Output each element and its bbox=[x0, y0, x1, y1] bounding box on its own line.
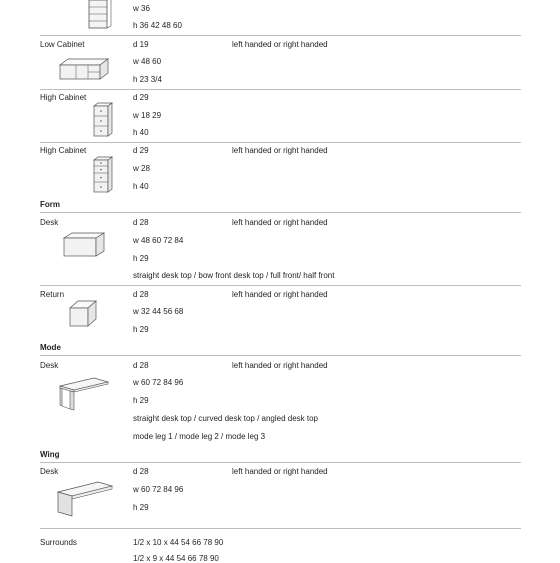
wing-desk-depth: d 28 bbox=[133, 467, 149, 476]
low-cabinet-depth: d 19 bbox=[133, 40, 149, 49]
form-return-handed: left handed or right handed bbox=[232, 290, 328, 299]
high-cabinet-2-label: High Cabinet bbox=[40, 146, 87, 155]
form-return-thumbnail bbox=[68, 298, 100, 330]
form-return-depth: d 28 bbox=[133, 290, 149, 299]
form-desk-depth: d 28 bbox=[133, 218, 149, 227]
divider bbox=[40, 355, 521, 356]
top-width: w 36 bbox=[133, 4, 150, 13]
high-cabinet-thumbnail bbox=[90, 102, 114, 138]
divider bbox=[40, 462, 521, 463]
mode-desk-height: h 29 bbox=[133, 396, 149, 405]
divider bbox=[40, 285, 521, 286]
low-cabinet-height: h 23 3/4 bbox=[133, 75, 162, 84]
divider bbox=[40, 35, 521, 36]
low-cabinet-thumbnail bbox=[58, 55, 110, 83]
form-return-label: Return bbox=[40, 290, 65, 299]
wing-section-title: Wing bbox=[40, 450, 60, 459]
mode-desk-legs: mode leg 1 / mode leg 2 / mode leg 3 bbox=[133, 432, 266, 441]
wing-desk-width: w 60 72 84 96 bbox=[133, 485, 184, 494]
wing-desk-handed: left handed or right handed bbox=[232, 467, 328, 476]
wing-desk-thumbnail bbox=[56, 478, 114, 520]
top-height: h 36 42 48 60 bbox=[133, 21, 182, 30]
form-desk-width: w 48 60 72 84 bbox=[133, 236, 184, 245]
divider bbox=[40, 142, 521, 143]
high-cabinet-2-handed: left handed or right handed bbox=[232, 146, 328, 155]
mode-desk-thumbnail bbox=[58, 372, 110, 414]
surrounds-line-1: 1/2 x 10 x 44 54 66 78 90 bbox=[133, 538, 224, 547]
form-section-title: Form bbox=[40, 200, 60, 209]
high-cabinet-label: High Cabinet bbox=[40, 93, 87, 102]
low-cabinet-width: w 48 60 bbox=[133, 57, 162, 66]
bookcase-thumbnail bbox=[84, 0, 114, 30]
form-return-width: w 32 44 56 68 bbox=[133, 307, 184, 316]
low-cabinet-handed: left handed or right handed bbox=[232, 40, 328, 49]
high-cabinet-2-depth: d 29 bbox=[133, 146, 149, 155]
high-cabinet-depth: d 29 bbox=[133, 93, 149, 102]
form-desk-label: Desk bbox=[40, 218, 59, 227]
mode-desk-label: Desk bbox=[40, 361, 59, 370]
form-desk-thumbnail bbox=[62, 230, 106, 260]
high-cabinet-2-height: h 40 bbox=[133, 182, 149, 191]
surrounds-label: Surrounds bbox=[40, 538, 77, 547]
low-cabinet-label: Low Cabinet bbox=[40, 40, 85, 49]
form-return-height: h 29 bbox=[133, 325, 149, 334]
high-cabinet-2-thumbnail bbox=[90, 156, 114, 194]
wing-desk-height: h 29 bbox=[133, 503, 149, 512]
surrounds-line-2: 1/2 x 9 x 44 54 66 78 90 bbox=[133, 554, 219, 563]
high-cabinet-height: h 40 bbox=[133, 128, 149, 137]
wing-desk-label: Desk bbox=[40, 467, 59, 476]
high-cabinet-2-width: w 28 bbox=[133, 164, 150, 173]
mode-desk-handed: left handed or right handed bbox=[232, 361, 328, 370]
form-desk-height: h 29 bbox=[133, 254, 149, 263]
divider bbox=[40, 212, 521, 213]
mode-desk-width: w 60 72 84 96 bbox=[133, 378, 184, 387]
high-cabinet-width: w 18 29 bbox=[133, 111, 162, 120]
mode-desk-depth: d 28 bbox=[133, 361, 149, 370]
form-desk-handed: left handed or right handed bbox=[232, 218, 328, 227]
mode-section-title: Mode bbox=[40, 343, 61, 352]
divider bbox=[40, 528, 521, 529]
form-desk-options: straight desk top / bow front desk top / full front/ half front bbox=[133, 271, 335, 280]
mode-desk-options: straight desk top / curved desk top / angled desk top bbox=[133, 414, 318, 423]
divider bbox=[40, 89, 521, 90]
